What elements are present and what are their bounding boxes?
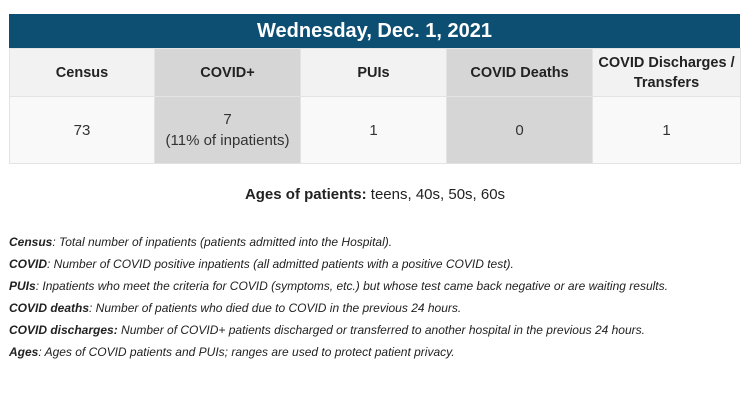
- glossary-term: Ages: [9, 345, 39, 359]
- cell-census: 73: [10, 97, 155, 164]
- glossary-definition: : Number of COVID positive inpatients (all admitted patients with a positive COVID test).: [47, 257, 514, 271]
- cell-covid-deaths: 0: [447, 97, 593, 164]
- glossary: [9, 234, 739, 366]
- ages-of-patients: [0, 186, 750, 203]
- covid-census-table: [9, 14, 740, 164]
- glossary-item-covid-discharges: [9, 322, 739, 338]
- glossary-item-ages: [9, 344, 739, 360]
- covid-positive-percent: (11% of inpatients): [165, 132, 290, 149]
- glossary-term: COVID discharges:: [9, 323, 118, 337]
- cell-covid-positive: [155, 97, 301, 164]
- col-header-puis: PUIs: [301, 49, 447, 97]
- glossary-term: Census: [9, 235, 53, 249]
- census-table: [9, 48, 741, 164]
- table-title: Wednesday, Dec. 1, 2021: [9, 14, 740, 48]
- cell-puis: 1: [301, 97, 447, 164]
- glossary-definition: : Number of patients who died due to COVID in the previous 24 hours.: [89, 301, 462, 315]
- glossary-definition: Number of COVID+ patients discharged or transferred to another hospital in the previous 24 hours.: [117, 323, 645, 337]
- col-header-covid-discharges: COVID Discharges / Transfers: [593, 49, 741, 97]
- glossary-term: COVID: [9, 257, 48, 271]
- glossary-term: COVID deaths: [9, 301, 90, 315]
- glossary-definition: : Ages of COVID patients and PUIs; ranges are used to protect patient privacy.: [38, 345, 455, 359]
- table-row: [10, 97, 741, 164]
- col-header-covid-positive: COVID+: [155, 49, 301, 97]
- ages-value: teens, 40s, 50s, 60s: [370, 186, 506, 203]
- col-header-covid-deaths: COVID Deaths: [447, 49, 593, 97]
- cell-covid-discharges: 1: [593, 97, 741, 164]
- glossary-item-covid: [9, 256, 739, 272]
- table-header-row: [10, 49, 741, 97]
- covid-positive-count: 7: [223, 111, 232, 128]
- glossary-item-covid-deaths: [9, 300, 739, 316]
- glossary-definition: : Total number of inpatients (patients admitted into the Hospital).: [52, 235, 393, 249]
- ages-label: Ages of patients:: [244, 186, 367, 203]
- glossary-definition: : Inpatients who meet the criteria for COVID (symptoms, etc.) but whose test came back negative or are waiting results.: [35, 279, 668, 293]
- col-header-census: Census: [10, 49, 155, 97]
- glossary-item-puis: [9, 278, 739, 294]
- glossary-term: PUIs: [9, 279, 36, 293]
- glossary-item-census: [9, 234, 739, 250]
